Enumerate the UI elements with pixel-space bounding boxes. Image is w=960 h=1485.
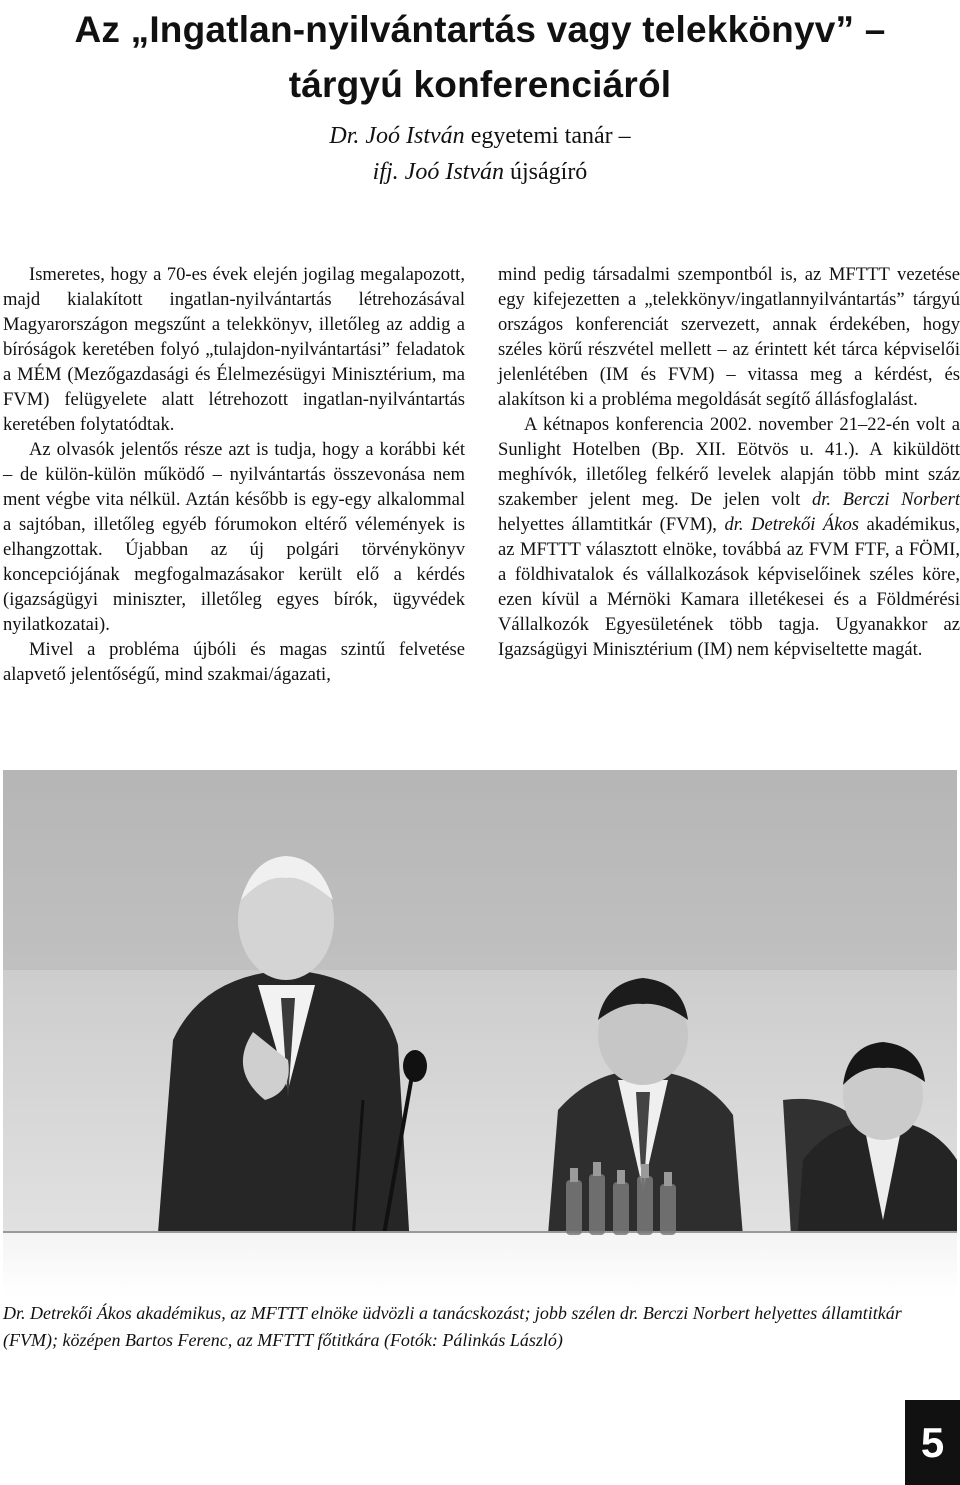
author-2-name: ifj. Joó István xyxy=(372,159,504,185)
author-2 xyxy=(0,154,960,190)
author-1 xyxy=(0,118,960,154)
conference-photo-drawing xyxy=(3,770,957,1297)
title-line-2: tárgyú konferenciáról xyxy=(288,64,672,105)
honorific-dr-1: dr. xyxy=(811,489,832,510)
article-title xyxy=(0,2,960,112)
left-paragraph-3: Mivel a probléma újbóli és magas szintű felvetése alapvető jelentőségű, mind szakmai/ágazati, xyxy=(3,639,465,685)
right-paragraph-1: mind pedig társadalmi szempontból is, az MFTTT vezetése egy kifejezetten a „telekkönyv/ingatlannyilvántartás” tárgyú országos konferenciát szervezett, annak érdekében, hogy széles körű részvétel mellett – az érintett két tárca képviselői jelenlétében (IM és FVM) – vitassa meg a kérdést, és alakítson ki a probléma megoldását segítő állásfoglalást. xyxy=(498,264,960,410)
photo-caption: Dr. Detrekői Ákos akadémikus, az MFTTT elnöke üdvözli a tanácskozást; jobb szélen dr. Berczi Norbert helyettes államtitkár (FVM); középen Bartos Ferenc, az MFTTT főtitkára (Fotók: Pálinkás László) xyxy=(3,1303,902,1350)
conference-photo xyxy=(3,770,957,1297)
left-paragraph-2: Az olvasók jelentős része azt is tudja, hogy a korábbi két – de külön-külön működő – nyilvántartás összevonása nem ment végbe vita nélkül. Aztán később is egy-egy alkalommal a sajtóban, illetőleg egyéb fórumokon eltérő vélemények is elhangzottak. Újabban az új polgári törvénykönyv koncepciójának megfogalmazásakor került elő a kérdés (igazságügyi miniszter, illetőleg egyes bírók, ügyvédek nyilatkozatai). xyxy=(3,439,465,635)
left-paragraph-1: Ismeretes, hogy a 70-es évek elején jogilag megalapozott, majd kialakított ingatlan-nyilvántartás létrehozásával Magyarországon megszűnt a telekkönyv, illetőleg az addig a bíróságok keretében folyó „tulajdon-nyilvántartási” feladatok a MÉM (Mezőgazdasági és Élelmezésügyi Minisztérium, ma FVM) felügyelete alatt létrehozott ingatlan-nyilvántartás keretében folytatódtak. xyxy=(3,264,465,435)
right-paragraph-2-b: helyettes államtitkár (FVM), xyxy=(498,514,725,535)
person-name-detrekoi: Detrekői Ákos xyxy=(743,514,860,535)
author-1-name: Dr. Joó István xyxy=(329,123,465,149)
author-1-role: egyetemi tanár – xyxy=(464,123,631,149)
honorific-dr-2: dr. xyxy=(724,514,744,535)
right-paragraph-2-a: A kétnapos konferencia 2002. november 21–22-én volt a Sunlight Hotelben (Bp. XII. Eötvös u. 41.). A kiküldött meghívók, illetőleg felkérő levelek alapján több mint száz szakember jelent meg. De jelen volt xyxy=(498,414,960,510)
title-line-1: Az „Ingatlan-nyilvántartás vagy telekkönyv” – xyxy=(74,9,886,50)
person-name-berczi: Berczi Norbert xyxy=(831,489,960,510)
author-2-role: újságíró xyxy=(503,159,588,185)
byline xyxy=(0,118,960,190)
page-number: 5 xyxy=(905,1400,960,1485)
right-paragraph-2 xyxy=(498,412,960,662)
left-column xyxy=(3,262,465,687)
right-paragraph-2-c: akadémikus, az MFTTT választott elnöke, továbbá az FVM FTF, a FÖMI, a földhivatalok és vállalkozások képviselőinek széles köre, ezen kívül a Mérnöki Kamara illetékesei és a Földmérési Vállalkozók Egyesületének több tagja. Ugyanakkor az Igazságügyi Minisztérium (IM) nem képviseltette magát. xyxy=(498,514,960,660)
right-column xyxy=(498,262,960,662)
